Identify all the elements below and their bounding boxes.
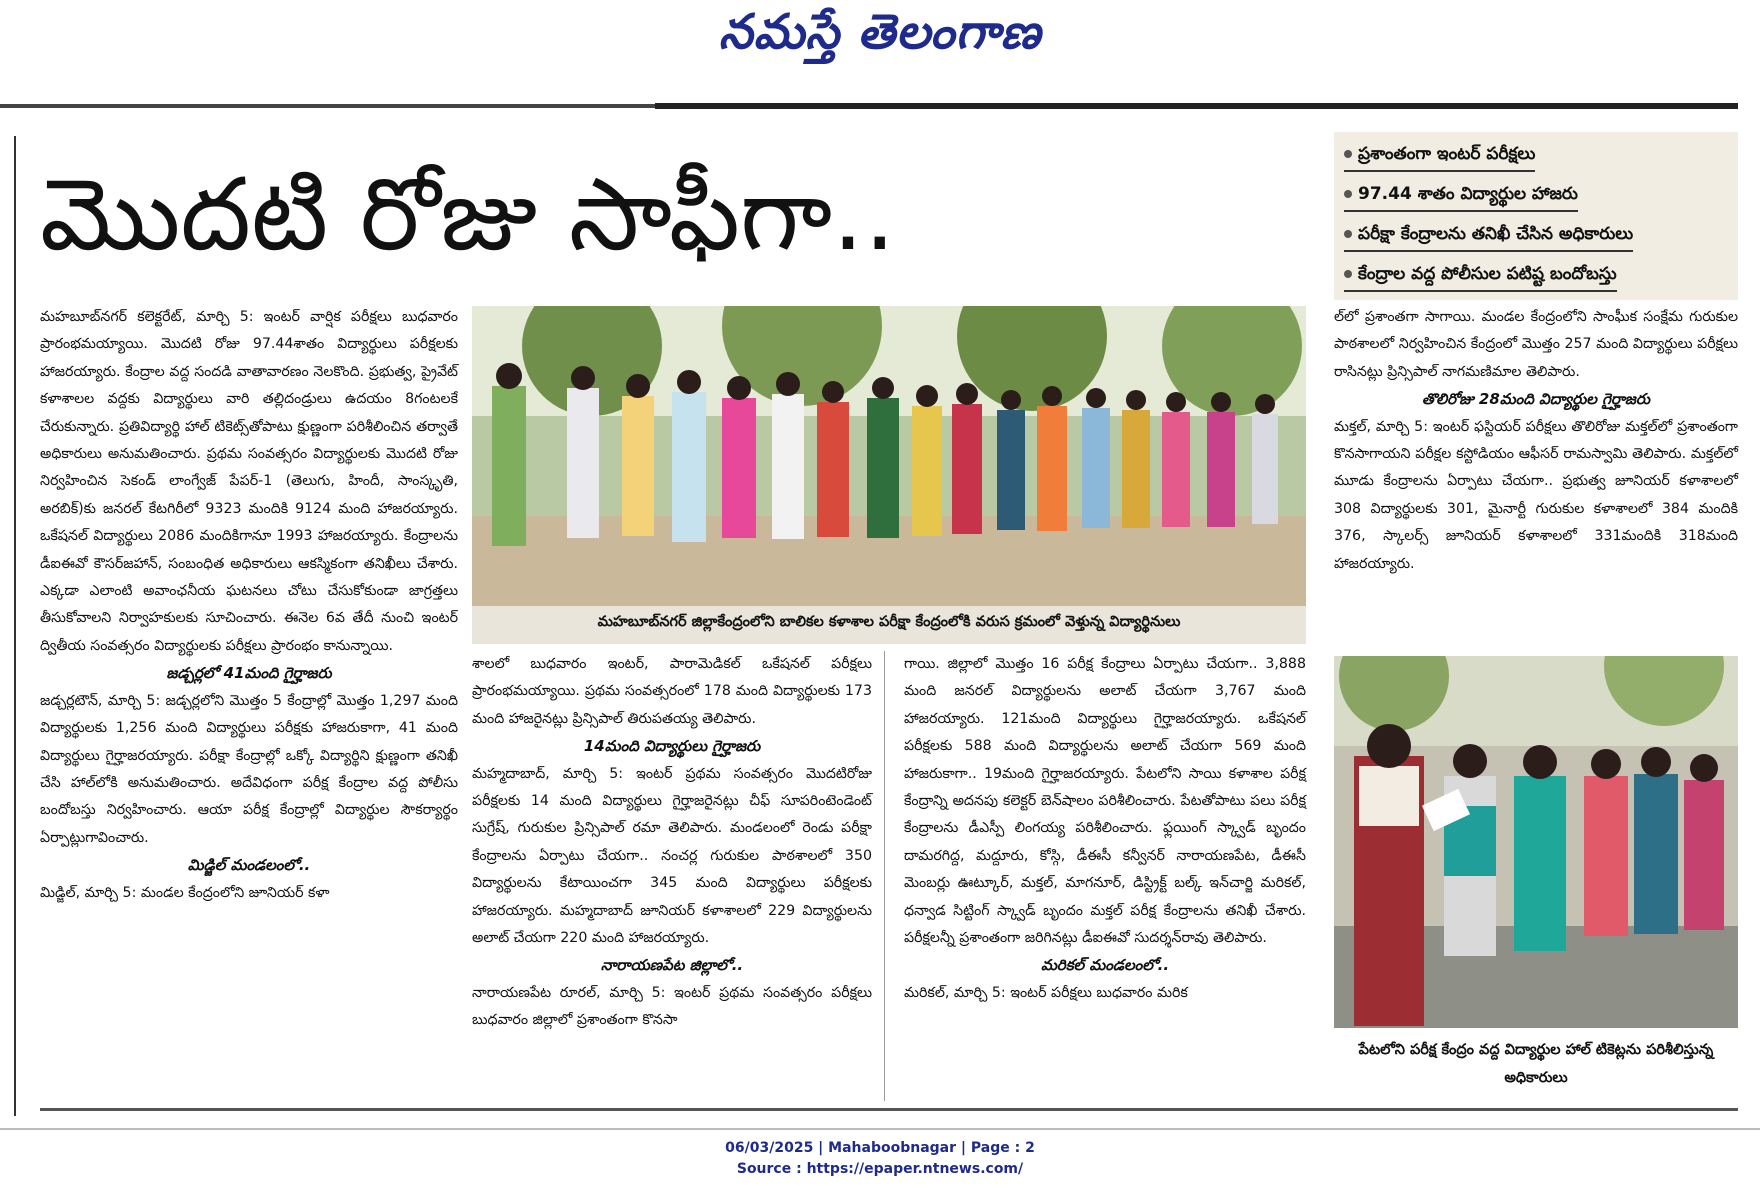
footer-date-edition: 06/03/2025 | Mahaboobnagar | Page : 2: [725, 1140, 1035, 1156]
paragraph: గాయి. జిల్లాలో మొత్తం 16 పరీక్ష కేంద్రాలు ఏర్పాటు చేయగా.. 3,888 మంది జనరల్ విద్యార్థులను అలాట్ చేయగా 3,767 మంది హాజరయ్యారు. 121మంది విద్యార్థులు గైర్హాజరయ్యారు. ఒకేషనల్ పరీక్షలకు 588 మంది విద్యార్థులను అలాట్ చేయగా 569 మంది హాజరుకాగా.. 19మంది గైర్హాజరయ్యారు. పేటలోని సాయి కళాశాల పరీక్ష కేంద్రాన్ని అదనపు కలెక్టర్ బెన్‌షాలం పరిశీలించారు. పేటతోపాటు పలు పరీక్ష కేంద్రాలను డీఎస్పీ లింగయ్య పరిశీలించారు. ఫ్లయింగ్ స్క్వాడ్ బృందం దామరగిద్ద, మద్దూరు, కోస్గి, డీఈసీ కన్వీనర్ నారాయణపేట, డీఈసీ మెంబర్లు ఊట్కూర్, మక్తల్, మాగనూర్, డిస్ట్రిక్ట్ బల్క్ ఇన్‌చార్జి మరికల్, ధన్వాడ సిట్టింగ్ స్క్వాడ్ బృందం మక్తల్ పరీక్ష కేంద్రాలను తనిఖీ చేశారు. పరీక్షలన్నీ ప్రశాంతంగా జరిగినట్లు డీఐఈవో సుదర్శన్‌రావు తెలిపారు.: [904, 656, 1306, 947]
bullet-icon: [1344, 270, 1352, 278]
masthead-rule-thick: [655, 103, 1738, 109]
article-column-2: [472, 651, 872, 1035]
paragraph: మరికల్, మార్చి 5: ఇంటర్ పరీక్షలు బుధవారం మరిక: [904, 984, 1188, 1001]
footer-rule: [40, 1108, 1738, 1111]
paragraph: ల్‌లో ప్రశాంతగా సాగాయి. మండల కేంద్రంలోని సాంఘీక సంక్షేమ గురుకుల పాఠశాలలో నిర్వహించిన కేంద్రంలో మొత్తం 257 మంది విద్యార్థులు పరీక్షలు రాసినట్లు ప్రిన్సిపాల్ నాగమణిమాల తెలిపారు.: [1334, 309, 1738, 380]
photo-illustration: [472, 306, 1306, 606]
column-divider: [884, 651, 885, 1101]
subheading: నారాయణపేట జిల్లాలో..: [600, 956, 744, 975]
article-column-4: [1334, 304, 1738, 578]
footer-rule: [0, 1128, 1760, 1130]
subheading: మరికల్ మండలంలో..: [1040, 956, 1170, 975]
hall-ticket-check-photo: [1334, 656, 1738, 1028]
headline: మొదటి రోజు సాఫీగా..: [40, 156, 896, 273]
photo-caption: పేటలోని పరీక్ష కేంద్రం వద్ద విద్యార్థుల హాల్ టికెట్లను పరిశీలిస్తున్న అధికారులు: [1358, 1042, 1714, 1086]
subheading: జడ్చర్లలో 41మంది గైర్హాజరు: [166, 664, 332, 683]
footer-source-link[interactable]: Source : https://epaper.ntnews.com/: [736, 1161, 1024, 1177]
photo-caption: మహబూబ్‌నగర్ జిల్లాకేంద్రంలోని బాలికల కళాశాల పరీక్షా కేంద్రంలోకి వరుస క్రమంలో వెళ్తున్న విద్యార్థినులు: [597, 614, 1181, 630]
newspaper-logo: నమస్తే తెలంగాణ: [718, 4, 1042, 60]
students-queue-photo: [472, 306, 1306, 606]
photo-illustration: [1334, 656, 1738, 1028]
article-column-1: [40, 304, 458, 907]
bullet-icon: [1344, 190, 1352, 198]
highlight-item: 97.44 శాతం విద్యార్థుల హాజరు: [1344, 184, 1578, 212]
paragraph: మక్తల్, మార్చి 5: ఇంటర్ ఫస్టియర్ పరీక్షలు తొలిరోజు మక్తల్‌లో ప్రశాంతంగా కొనసాగాయని పరీక్షల కస్టోడియం ఆఫీసర్ రామస్వామి తెలిపారు. మక్తల్‌లో మూడు కేంద్రాలను ఏర్పాటు చేయగా.. ప్రభుత్వ జూనియర్ కళాశాలలో 308 విద్యార్థులకు 301, మైనార్టీ గురుకుల కళాశాలలో 384 మందికి 376, స్కాలర్స్ జూనియర్ కళాశాలలో 331మందికి 318మంది హాజరయ్యారు.: [1334, 418, 1738, 572]
bullet-icon: [1344, 230, 1352, 238]
paragraph: మిడ్జిల్, మార్చి 5: మండల కేంద్రంలోని జూనియర్ కళా: [40, 884, 330, 901]
paragraph: జడ్చర్లటౌన్, మార్చి 5: జడ్చర్లలోని మొత్తం 5 కేంద్రాల్లో మొత్తం 1,297 మంది విద్యార్థులకు 1,256 మంది విద్యార్థులు పరీక్షకు హాజరుకాగా, 41 మంది విద్యార్థులు గైర్హాజరయ్యారు. పరీక్షా కేంద్రాల్లో ఒక్కో విద్యార్థిని క్షుణ్ణంగా తనిఖీ చేసి హాల్‌లోకి అనుమతించారు. అదేవిధంగా పరీక్ష కేంద్రాల వద్ద పోలీసు బందోబస్తు నిర్వహించారు. ఆయా పరీక్ష కేంద్రాల్లో విద్యార్థుల సౌకర్యార్థం ఏర్పాట్లుగావించారు.: [40, 692, 458, 846]
paragraph: మహబూబ్‌నగర్ కలెక్టరేట్, మార్చి 5: ఇంటర్ వార్షిక పరీక్షలు బుధవారం ప్రారంభమయ్యాయి. మొదటి రోజు 97.44శాతం విద్యార్థులు పరీక్షలకు హాజరయ్యారు. కేంద్రాల వద్ద సందడి వాతావారణం నెలకొంది. ప్రభుత్వ, ప్రైవేట్ కళాశాలల వద్దకు విద్యార్థులు వారి తల్లిదండ్రులు ఉదయం 8గంటలకే చేరుకున్నారు. ప్రతివిద్యార్థి హాల్ టికెట్స్‌తోపాటు క్షుణ్ణంగా పరిశీలించిన తర్వాతే అధికారులు అనుమతించారు. ప్రథమ సంవత్సరం విద్యార్థులకు మొదటి రోజు నిర్వహించిన సెకండ్ లాంగ్వేజ్ పేపర్-1 (తెలుగు, హిందీ, సాంస్కృతి, అరబిక్)కు జనరల్ కేటగిరీలో 9323 మందికి 9124 మంది హాజరయ్యారు. ఒకేషనల్ విద్యార్థులు 2086 మందికిగానూ 1993 హాజరయ్యారు. కేంద్రాలను డీఐఈవో కౌసర్‌జహాన్, సంబంధిత అధికారులు ఆకస్మికంగా తనిఖీలు చేశారు. ఎక్కడా ఎలాంటి అవాంఛనీయ ఘటనలు చోటు చేసుకోకుండా జాగ్రత్తలు తీసుకోవాలని నిర్వాహకులకు సూచించారు. ఈనెల 6వ తేదీ నుంచి ఇంటర్ ద్వితీయ సంవత్సరం విద్యార్థులకు పరీక్షలు ప్రారంభం కానున్నాయి.: [40, 309, 458, 654]
article-column-3: [904, 651, 1306, 1007]
paragraph: నారాయణపేట రూరల్, మార్చి 5: ఇంటర్ ప్రథమ సంవత్సరం పరీక్షలు బుధవారం జిల్లాలో ప్రశాంతంగా కొనసా: [472, 984, 872, 1029]
bullet-icon: [1344, 150, 1352, 158]
masthead: [0, 0, 1760, 100]
subheading: తొలిరోజు 28మంది విద్యార్థుల గైర్హాజరు: [1422, 390, 1650, 409]
subheading: మిడ్జిల్ మండలంలో..: [187, 856, 311, 875]
highlight-item: ప్రశాంతంగా ఇంటర్ పరీక్షలు: [1344, 144, 1535, 172]
paragraph: మహ్మదాబాద్, మార్చి 5: ఇంటర్ ప్రథమ సంవత్సరం మొదటిరోజు పరీక్షలకు 14 మంది విద్యార్థులు గైర్హాజరైనట్లు చీఫ్ సూపరింటెండెంట్ సుగ్రేష్, గురుకుల ప్రిన్సిపాల్ రమా తెలిపారు. మండలంలో రెండు పరీక్షా కేంద్రాలను ఏర్పాటు చేయగా.. నంచర్ల గురుకుల పాఠశాలలో 350 విద్యార్థులను కేటాయించగా 345 మంది విద్యార్థులు పరీక్షలకు హాజరయ్యారు. మహ్మదాబాద్ జూనియర్ కళాశాలలో 229 విద్యార్థులను అలాట్ చేయగా 220 మంది హాజరయ్యారు.: [472, 765, 872, 947]
paragraph: శాలలో బుధవారం ఇంటర్, పారామెడికల్ ఒకేషనల్ పరీక్షలు ప్రారంభమయ్యాయి. ప్రథమ సంవత్సరంలో 178 మంది విద్యార్థులకు 173 మంది హాజరైనట్లు ప్రిన్సిపాల్ తిరుపతయ్య తెలిపారు.: [472, 656, 872, 727]
highlight-item: పరీక్షా కేంద్రాలను తనిఖీ చేసిన అధికారులు: [1344, 224, 1633, 252]
highlights-box: [1334, 132, 1738, 300]
highlight-item: కేంద్రాల వద్ద పోలీసుల పటిష్ట బందోబస్తు: [1344, 264, 1617, 292]
subheading: 14మంది విద్యార్థులు గైర్హాజరు: [583, 737, 761, 756]
